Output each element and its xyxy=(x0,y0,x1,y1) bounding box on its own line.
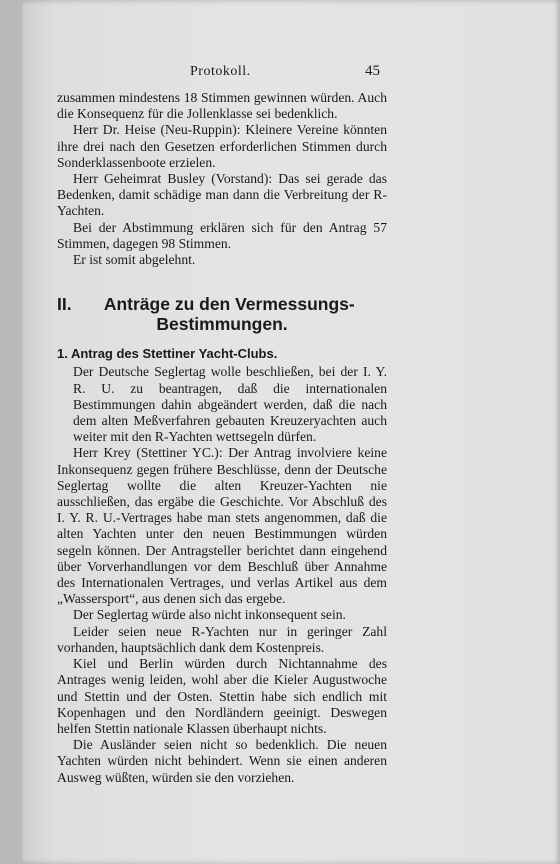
paragraph: Bei der Abstimmung erklären sich für den Antrag 57 Stimmen, dagegen 98 Stimmen. xyxy=(57,219,387,251)
paragraph: Herr Krey (Stettiner YC.): Der Antrag involviere keine Inkonsequenz gegen frühere Beschlüsse, denn der Deutsche Seglertag wollte die alten Kreuzer-Yachten nie ausschließen, das ergäbe die Geschichte. Vor Abschluß des I. Y. R. U.-Vertrages habe man stets angenommen, daß die alten Yachten unter den neuen Bestimmungen würden segeln können. Der Antragsteller berichtet dann eingehend über Vorverhandlungen vor dem Beschluß über Annahme des Internationalen Vertrages, und verlas Artikel aus dem „Wassersport“, aus denen sich das ergebe. xyxy=(57,445,387,607)
page-number: 45 xyxy=(365,63,380,79)
section-title: Anträge zu den Vermessungs-Bestimmungen. xyxy=(103,294,355,335)
paragraph: Herr Dr. Heise (Neu-Ruppin): Kleinere Vereine könnten ihre drei nach den Gesetzen erforderlichen Stimmen durch Sonderklassenboote erzielen. xyxy=(57,122,387,170)
paragraph: Der Seglertag würde also nicht inkonsequent sein. xyxy=(73,607,346,623)
paragraph: Herr Geheimrat Busley (Vorstand): Das sei gerade das Bedenken, damit schädige man dann die Verbreitung der R-Yachten. xyxy=(57,171,387,219)
paragraph: Er ist somit abgelehnt. xyxy=(73,252,196,268)
paragraph: Leider seien neue R-Yachten nur in geringer Zahl vorhanden, hauptsächlich dank dem Kostenpreis. xyxy=(57,623,387,655)
motion-text: Der Deutsche Seglertag wolle beschließen, bei der I. Y. R. U. zu beantragen, daß die internationalen Bestimmungen dahin abgeändert werden, daß die nach dem alten Meßverfahren gebauten Kreuzeryachten auch weiter mit den R-Yachten wettsegeln dürfen. xyxy=(73,364,387,445)
paragraph: zusammen mindestens 18 Stimmen gewinnen würden. Auch die Konsequenz für die Jollenklasse sei bedenklich. xyxy=(57,90,387,122)
running-header xyxy=(0,64,560,82)
paragraph: Kiel und Berlin würden durch Nichtannahme des Antrages wenig leiden, wohl aber die Kieler Augustwoche und Stettin und der Osten. Stettin habe sich endlich mit Kopenhagen und den Nordländern geeinigt. Deswegen helfen Stettin nationale Klassen überhaupt nichts. xyxy=(57,656,387,736)
section-number: II. xyxy=(57,294,72,315)
paragraph: Die Ausländer seien nicht so bedenklich. Die neuen Yachten würden nicht behindert. Wenn sie einen anderen Ausweg wüßten, würden sie den vorziehen. xyxy=(57,737,387,785)
page-body xyxy=(57,90,387,786)
subsection-heading: 1. Antrag des Stettiner Yacht-Clubs. xyxy=(57,346,278,362)
running-title: Protokoll. xyxy=(190,64,251,79)
section-heading xyxy=(57,294,387,334)
